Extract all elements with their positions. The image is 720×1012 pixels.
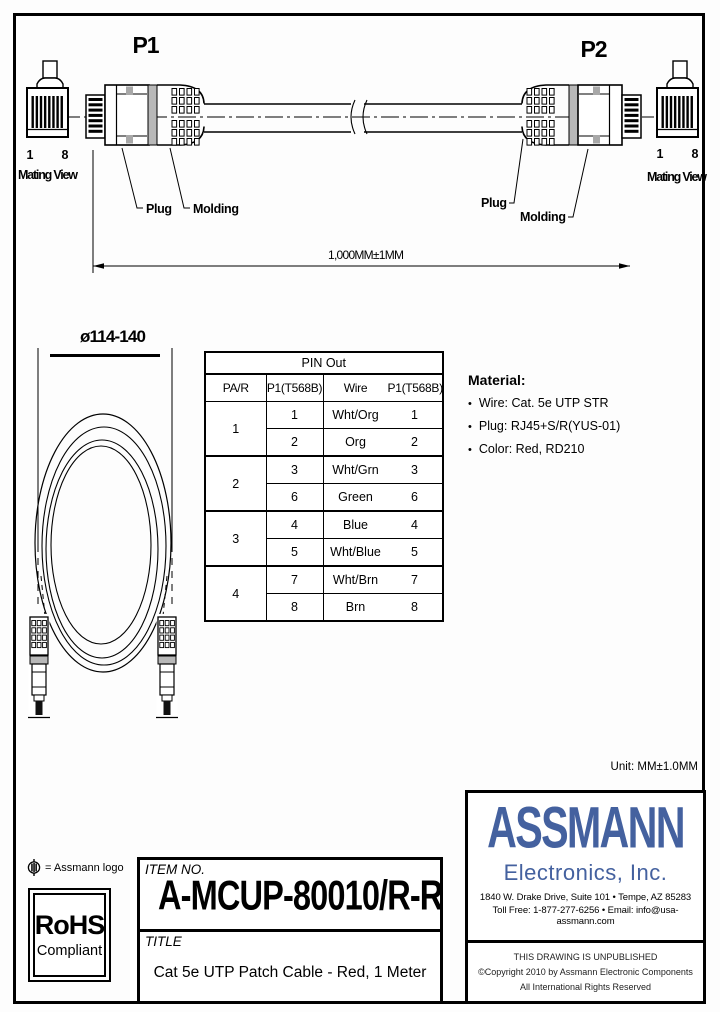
- company-identity: [468, 793, 703, 943]
- notice-line-1: THIS DRAWING IS UNPUBLISHED: [513, 952, 658, 962]
- item-number: A-MCUP-80010/R-R: [158, 872, 443, 919]
- table-row: [205, 566, 443, 594]
- list-item: [468, 419, 713, 433]
- cable-assembly-drawing: [0, 0, 720, 310]
- pair-cell: 1: [205, 402, 266, 457]
- table-row: [205, 402, 443, 429]
- wire-cell: [323, 539, 443, 567]
- list-item: [468, 396, 713, 410]
- p2-pin8-label: 8: [691, 147, 699, 161]
- p1-mating-view: [27, 61, 68, 137]
- p1-pin8-label: 8: [61, 148, 69, 162]
- unit-note: Unit: MM±1.0MM: [610, 761, 698, 773]
- pair-cell: 3: [205, 511, 266, 566]
- wire-cell: [323, 484, 443, 512]
- notice-line-2: ©Copyright 2010 by Assmann Electronic Components: [478, 966, 693, 977]
- table-row: [205, 511, 443, 539]
- wire-cell: [323, 566, 443, 594]
- title-block: [137, 857, 443, 1004]
- company-address: 1840 W. Drake Drive, Suite 101 • Tempe, AZ 85283: [479, 892, 692, 903]
- drawing-title: Cat 5e UTP Patch Cable - Red, 1 Meter: [153, 964, 427, 981]
- wire-name: Wht/Blue: [330, 545, 381, 559]
- pair-cell: 4: [205, 566, 266, 621]
- rohs-compliant-label: Compliant: [36, 942, 103, 959]
- wire-cell: [323, 429, 443, 457]
- wire-name: Wht/Org: [332, 408, 379, 422]
- pin2-cell: 2: [411, 435, 418, 449]
- pin-cell: 1: [266, 402, 323, 429]
- bullet-icon: •: [468, 421, 472, 433]
- assmann-legend-text: = Assmann logo: [45, 861, 124, 874]
- p2-plug-label: Plug: [481, 196, 507, 210]
- title-label: TITLE: [145, 934, 182, 949]
- p1-connector-drawing: [86, 85, 204, 145]
- company-contact: Toll Free: 1-877-277-6256 • Email: info@usa-assmann.com: [492, 905, 679, 927]
- pin-cell: 3: [266, 456, 323, 484]
- pin-cell: 7: [266, 566, 323, 594]
- pinout-col-p1b: P1(T568B): [387, 381, 443, 395]
- pinout-col-p1: P1(T568B): [266, 374, 323, 402]
- company-block: [465, 790, 706, 1004]
- coil-connector-right: [156, 614, 178, 720]
- p2-molding-label: Molding: [520, 210, 566, 224]
- wire-cell: [323, 456, 443, 484]
- bullet-icon: •: [468, 444, 472, 456]
- pin2-cell: 7: [411, 573, 418, 587]
- material-wire: Wire: Cat. 5e UTP STR: [478, 396, 609, 410]
- p1-molding-label: Molding: [193, 202, 239, 216]
- material-list: [468, 396, 713, 456]
- copyright-notice: [468, 943, 703, 995]
- wire-name: Blue: [342, 518, 369, 532]
- length-dimension-label: 1,000MM±1MM: [328, 248, 404, 262]
- pinout-col-pair: PA/R: [205, 374, 266, 402]
- pin-cell: 8: [266, 594, 323, 622]
- assmann-logo-icon: [27, 859, 41, 876]
- coiled-cable-drawing: [0, 300, 220, 760]
- material-section: [468, 372, 713, 465]
- p2-pin1-label: 1: [656, 147, 664, 161]
- material-plug: Plug: RJ45+S/R(YUS-01): [478, 419, 621, 433]
- leader-lines: [122, 139, 588, 217]
- p1-plug-label: Plug: [146, 202, 172, 216]
- pin2-cell: 6: [411, 490, 418, 504]
- wire-cell: [323, 594, 443, 622]
- p1-mating-view-label: Mating View: [18, 168, 78, 182]
- pin2-cell: 4: [411, 518, 418, 532]
- pin-cell: 4: [266, 511, 323, 539]
- item-no-label: ITEM NO.: [145, 862, 205, 877]
- rohs-label: RoHS: [34, 909, 105, 940]
- wire-name: Org: [345, 435, 366, 449]
- pin-cell: 5: [266, 539, 323, 567]
- bullet-icon: •: [468, 398, 472, 410]
- pinout-table: [204, 351, 444, 622]
- company-tagline: Electronics, Inc.: [503, 860, 668, 885]
- material-color: Color: Red, RD210: [478, 442, 585, 456]
- pinout-col-wire: Wire: [343, 381, 368, 395]
- pinout-col-wire-p1: [323, 374, 443, 402]
- wire-name: Brn: [345, 600, 366, 614]
- pin2-cell: 5: [411, 545, 418, 559]
- coil-connector-left: [28, 614, 50, 720]
- pin2-cell: 1: [411, 408, 418, 422]
- pin-cell: 6: [266, 484, 323, 512]
- rohs-badge: [28, 888, 111, 982]
- p1-label: P1: [132, 32, 160, 58]
- table-row: [205, 456, 443, 484]
- p2-label: P2: [580, 36, 608, 62]
- company-logo: ASSMANN: [487, 796, 684, 861]
- pin2-cell: 8: [411, 600, 418, 614]
- assmann-logo-legend: [27, 859, 124, 876]
- item-no-section: [140, 860, 443, 932]
- coil-dimension-lines: [38, 348, 172, 605]
- wire-name: Green: [338, 490, 373, 504]
- wire-cell: [323, 402, 443, 429]
- list-item: [468, 442, 713, 456]
- pair-cell: 2: [205, 456, 266, 511]
- pin-cell: 2: [266, 429, 323, 457]
- pinout-title: PIN Out: [205, 352, 443, 374]
- wire-name: Wht/Grn: [332, 463, 379, 477]
- rohs-inner-frame: [33, 893, 106, 977]
- title-section: [140, 932, 440, 998]
- coil-loops: [35, 414, 171, 672]
- pin2-cell: 3: [411, 463, 418, 477]
- coil-diameter-label: ø114-140: [80, 327, 146, 346]
- wire-cell: [323, 511, 443, 539]
- p1-pin1-label: 1: [26, 148, 34, 162]
- notice-line-3: All International Rights Reserved: [519, 981, 652, 992]
- p2-mating-view: [657, 61, 698, 137]
- material-title: Material:: [468, 372, 526, 388]
- p2-mating-view-label: Mating View: [647, 170, 707, 184]
- p2-connector-drawing: [522, 85, 641, 145]
- wire-name: Wht/Brn: [332, 573, 379, 587]
